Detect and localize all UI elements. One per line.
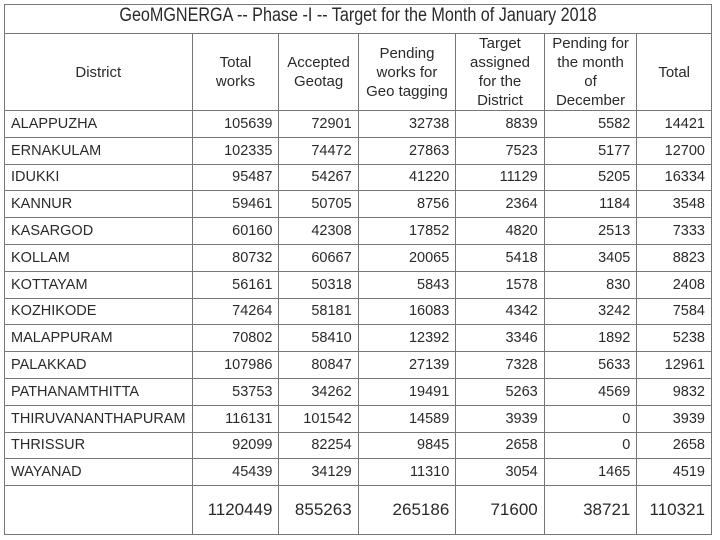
value-cell: 4569 xyxy=(544,378,637,405)
table-row xyxy=(5,137,712,164)
value-cell: 9845 xyxy=(358,432,456,459)
value-cell: 17852 xyxy=(358,218,456,245)
value-cell: 5205 xyxy=(544,164,637,191)
value-cell: 1465 xyxy=(544,459,637,486)
value-cell: 12961 xyxy=(637,352,712,379)
value-cell: 2658 xyxy=(456,432,544,459)
value-cell: 5582 xyxy=(544,111,637,138)
column-header: Pending works for Geo tagging xyxy=(358,34,456,111)
total-cell: 71600 xyxy=(456,486,544,535)
value-cell: 50705 xyxy=(279,191,358,218)
value-cell: 0 xyxy=(544,405,637,432)
district-cell: KANNUR xyxy=(5,191,193,218)
value-cell: 3054 xyxy=(456,459,544,486)
value-cell: 105639 xyxy=(192,111,279,138)
value-cell: 95487 xyxy=(192,164,279,191)
table-row xyxy=(5,325,712,352)
value-cell: 4342 xyxy=(456,298,544,325)
table-row xyxy=(5,164,712,191)
value-cell: 53753 xyxy=(192,378,279,405)
table-row xyxy=(5,459,712,486)
total-cell: 1120449 xyxy=(192,486,279,535)
district-cell: THIRUVANANTHAPURAM xyxy=(5,405,193,432)
table-title: GeoMGNERGA -- Phase -I -- Target for the Month of January 2018 xyxy=(119,5,597,26)
district-cell: KOLLAM xyxy=(5,244,193,271)
value-cell: 58181 xyxy=(279,298,358,325)
value-cell: 74472 xyxy=(279,137,358,164)
column-header: District xyxy=(5,34,193,111)
total-cell: 110321 xyxy=(637,486,712,535)
value-cell: 32738 xyxy=(358,111,456,138)
value-cell: 50318 xyxy=(279,271,358,298)
value-cell: 3405 xyxy=(544,244,637,271)
column-header: Target assigned for the District xyxy=(456,34,544,111)
value-cell: 34129 xyxy=(279,459,358,486)
column-header: Total works xyxy=(192,34,279,111)
value-cell: 7333 xyxy=(637,218,712,245)
column-header: Total xyxy=(637,34,712,111)
value-cell: 16083 xyxy=(358,298,456,325)
value-cell: 11310 xyxy=(358,459,456,486)
district-cell: MALAPPURAM xyxy=(5,325,193,352)
district-cell: ALAPPUZHA xyxy=(5,111,193,138)
district-cell: PATHANAMTHITTA xyxy=(5,378,193,405)
value-cell: 5263 xyxy=(456,378,544,405)
district-cell: PALAKKAD xyxy=(5,352,193,379)
value-cell: 12700 xyxy=(637,137,712,164)
value-cell: 12392 xyxy=(358,325,456,352)
table-row xyxy=(5,111,712,138)
value-cell: 14589 xyxy=(358,405,456,432)
total-cell: 265186 xyxy=(358,486,456,535)
district-cell: KASARGOD xyxy=(5,218,193,245)
table-row xyxy=(5,352,712,379)
value-cell: 92099 xyxy=(192,432,279,459)
value-cell: 34262 xyxy=(279,378,358,405)
total-cell xyxy=(5,486,193,535)
value-cell: 7523 xyxy=(456,137,544,164)
value-cell: 8756 xyxy=(358,191,456,218)
value-cell: 60160 xyxy=(192,218,279,245)
table-row xyxy=(5,378,712,405)
total-cell: 38721 xyxy=(544,486,637,535)
value-cell: 4519 xyxy=(637,459,712,486)
value-cell: 9832 xyxy=(637,378,712,405)
value-cell: 27863 xyxy=(358,137,456,164)
value-cell: 45439 xyxy=(192,459,279,486)
value-cell: 1578 xyxy=(456,271,544,298)
value-cell: 101542 xyxy=(279,405,358,432)
value-cell: 4820 xyxy=(456,218,544,245)
value-cell: 82254 xyxy=(279,432,358,459)
district-cell: WAYANAD xyxy=(5,459,193,486)
table-row xyxy=(5,405,712,432)
district-cell: KOTTAYAM xyxy=(5,271,193,298)
district-cell: THRISSUR xyxy=(5,432,193,459)
value-cell: 5418 xyxy=(456,244,544,271)
district-cell: ERNAKULAM xyxy=(5,137,193,164)
value-cell: 14421 xyxy=(637,111,712,138)
value-cell: 8839 xyxy=(456,111,544,138)
header-row xyxy=(5,34,712,111)
value-cell: 3548 xyxy=(637,191,712,218)
totals-row xyxy=(5,486,712,535)
value-cell: 72901 xyxy=(279,111,358,138)
value-cell: 42308 xyxy=(279,218,358,245)
value-cell: 116131 xyxy=(192,405,279,432)
value-cell: 107986 xyxy=(192,352,279,379)
value-cell: 2513 xyxy=(544,218,637,245)
value-cell: 19491 xyxy=(358,378,456,405)
value-cell: 2364 xyxy=(456,191,544,218)
value-cell: 3242 xyxy=(544,298,637,325)
value-cell: 1184 xyxy=(544,191,637,218)
value-cell: 3939 xyxy=(637,405,712,432)
table-row xyxy=(5,218,712,245)
value-cell: 11129 xyxy=(456,164,544,191)
value-cell: 20065 xyxy=(358,244,456,271)
value-cell: 7328 xyxy=(456,352,544,379)
value-cell: 2408 xyxy=(637,271,712,298)
table-row xyxy=(5,432,712,459)
total-cell: 855263 xyxy=(279,486,358,535)
value-cell: 1892 xyxy=(544,325,637,352)
value-cell: 70802 xyxy=(192,325,279,352)
table-row xyxy=(5,298,712,325)
value-cell: 0 xyxy=(544,432,637,459)
value-cell: 5633 xyxy=(544,352,637,379)
value-cell: 5843 xyxy=(358,271,456,298)
value-cell: 8823 xyxy=(637,244,712,271)
value-cell: 27139 xyxy=(358,352,456,379)
target-table xyxy=(4,4,712,535)
value-cell: 2658 xyxy=(637,432,712,459)
value-cell: 16334 xyxy=(637,164,712,191)
value-cell: 3346 xyxy=(456,325,544,352)
table-row xyxy=(5,244,712,271)
value-cell: 56161 xyxy=(192,271,279,298)
value-cell: 830 xyxy=(544,271,637,298)
column-header: Pending for the month of December xyxy=(544,34,637,111)
value-cell: 5238 xyxy=(637,325,712,352)
value-cell: 54267 xyxy=(279,164,358,191)
value-cell: 60667 xyxy=(279,244,358,271)
value-cell: 58410 xyxy=(279,325,358,352)
value-cell: 80732 xyxy=(192,244,279,271)
table-row xyxy=(5,271,712,298)
district-cell: KOZHIKODE xyxy=(5,298,193,325)
value-cell: 102335 xyxy=(192,137,279,164)
value-cell: 5177 xyxy=(544,137,637,164)
table-row xyxy=(5,191,712,218)
value-cell: 3939 xyxy=(456,405,544,432)
district-cell: IDUKKI xyxy=(5,164,193,191)
title-cell xyxy=(5,5,712,34)
value-cell: 7584 xyxy=(637,298,712,325)
value-cell: 80847 xyxy=(279,352,358,379)
column-header: Accepted Geotag xyxy=(279,34,358,111)
value-cell: 41220 xyxy=(358,164,456,191)
value-cell: 74264 xyxy=(192,298,279,325)
value-cell: 59461 xyxy=(192,191,279,218)
